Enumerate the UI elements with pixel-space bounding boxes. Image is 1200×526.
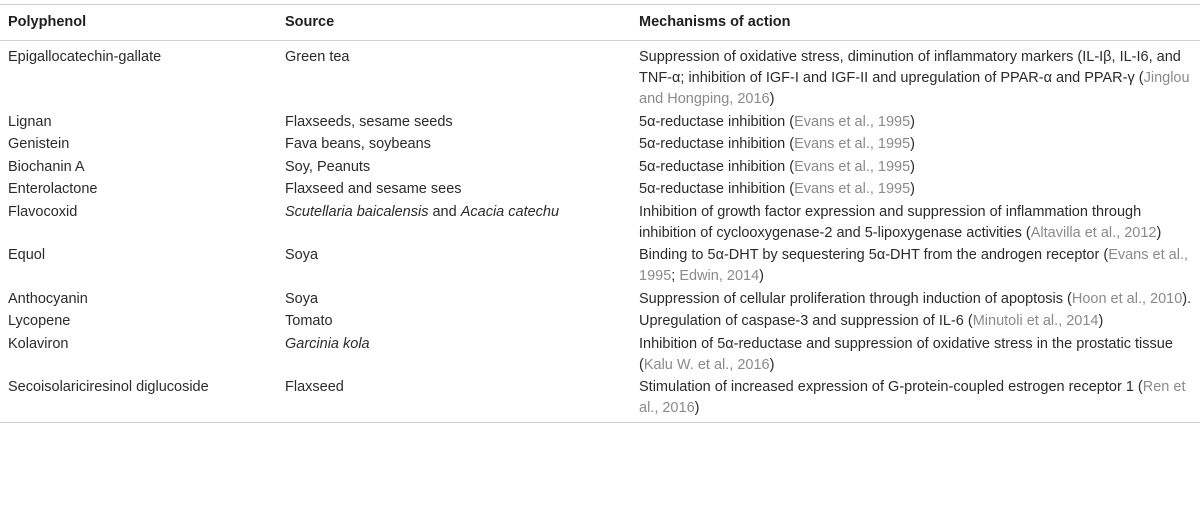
source-text: Green tea	[285, 49, 350, 65]
mechanism-cell	[631, 377, 1200, 423]
mechanism-text: 5α-reductase inhibition (	[639, 136, 795, 152]
mechanism-text: Upregulation of caspase-3 and suppression of IL-6 (	[639, 313, 973, 329]
citation-link[interactable]: Evans et al., 1995	[794, 136, 911, 152]
table-row	[0, 334, 1200, 378]
mechanism-cell	[631, 289, 1200, 312]
citation-link[interactable]: Ren et al., 2016	[639, 379, 1186, 416]
mechanism-cell	[631, 245, 1200, 289]
mechanism-text: Stimulation of increased expression of G-protein-coupled estrogen receptor 1 (	[639, 379, 1143, 395]
table-row	[0, 112, 1200, 135]
mechanism-text: Suppression of cellular proliferation through induction of apoptosis (	[639, 290, 1072, 307]
source-cell	[277, 311, 631, 334]
source-text: Flaxseeds, sesame seeds	[285, 113, 453, 130]
polyphenol-cell: Lignan	[8, 113, 52, 130]
source-cell	[277, 134, 631, 157]
mechanism-text: 5α-reductase inhibition (	[639, 181, 795, 197]
mechanism-cell	[631, 334, 1200, 378]
citation-link[interactable]: Evans et al., 1995	[794, 158, 911, 175]
mechanism-text: )	[1098, 313, 1104, 329]
mechanism-text: )	[910, 113, 915, 130]
table-row	[0, 179, 1200, 202]
citation-link[interactable]: Minutoli et al., 2014	[972, 313, 1099, 329]
table-header	[0, 5, 1200, 41]
source-text: Fava beans, soybeans	[285, 136, 431, 152]
citation-link[interactable]: Edwin, 2014	[679, 268, 760, 284]
table-row	[0, 289, 1200, 312]
mechanism-text: 5α-reductase inhibition (	[639, 113, 795, 130]
mechanism-cell	[631, 41, 1200, 112]
polyphenol-cell: Kolaviron	[8, 335, 69, 352]
source-text: Flaxseed	[285, 379, 344, 395]
mechanism-text: ;	[671, 268, 680, 284]
mechanism-cell	[631, 112, 1200, 135]
table-row	[0, 134, 1200, 157]
citation-link[interactable]: Evans et al., 1995	[794, 113, 911, 130]
table-body	[0, 41, 1200, 423]
polyphenol-cell: Genistein	[8, 136, 70, 152]
source-text: and	[428, 203, 461, 220]
citation-link[interactable]: Jinglou and Hongping, 2016	[639, 70, 1190, 107]
mechanism-text: )	[769, 356, 775, 373]
source-cell	[277, 179, 631, 202]
source-species-name: Acacia catechu	[460, 203, 560, 220]
polyphenol-cell: Epigallocatechin-gallate	[8, 49, 162, 65]
mechanism-text: )	[759, 268, 764, 284]
source-cell	[277, 245, 631, 289]
polyphenol-cell: Equol	[8, 247, 46, 263]
polyphenol-cell: Secoisolariciresinol diglucoside	[8, 379, 209, 395]
citation-link[interactable]: Evans et al., 1995	[794, 181, 911, 197]
mechanism-text: )	[769, 91, 775, 107]
polyphenol-table	[0, 4, 1200, 423]
mechanism-cell	[631, 179, 1200, 202]
mechanism-text: Inhibition of growth factor expression and suppression of inflammation through inhibition of cyclooxygenase-2 and 5-lipoxygenase activities (	[639, 203, 1142, 241]
mechanism-text: )	[910, 136, 915, 152]
source-text: Flaxseed and sesame sees	[285, 181, 462, 197]
header-source: Source	[285, 14, 335, 30]
polyphenol-cell: Enterolactone	[8, 181, 98, 197]
citation-link[interactable]: Kalu W. et al., 2016	[643, 356, 770, 373]
source-cell	[277, 289, 631, 312]
header-row	[0, 5, 1200, 41]
mechanism-cell	[631, 157, 1200, 180]
mechanism-text: )	[910, 181, 915, 197]
polyphenol-cell: Flavocoxid	[8, 203, 78, 220]
mechanism-text: )	[1156, 224, 1162, 241]
mechanism-text: )	[694, 400, 700, 416]
table-row	[0, 202, 1200, 246]
polyphenol-cell: Biochanin A	[8, 158, 85, 175]
polyphenol-cell: Anthocyanin	[8, 290, 88, 307]
mechanism-text: ).	[1182, 290, 1192, 307]
table-row	[0, 245, 1200, 289]
source-species-name: Garcinia kola	[285, 335, 370, 352]
table-row	[0, 41, 1200, 112]
source-cell	[277, 377, 631, 423]
source-cell	[277, 202, 631, 246]
mechanism-cell	[631, 311, 1200, 334]
citation-link[interactable]: Altavilla et al., 2012	[1030, 224, 1157, 241]
mechanism-text: Inhibition of 5α-reductase and suppression of oxidative stress in the prostatic tissue (	[639, 335, 1173, 373]
mechanism-text: Suppression of oxidative stress, diminution of inflammatory markers (IL-Iβ, IL-I6, and TNF-α; inhibition of IGF-I and IGF-II and upregulation of PPAR-α and PPAR-γ (	[639, 49, 1181, 86]
source-cell	[277, 112, 631, 135]
citation-link[interactable]: Evans et al., 1995	[639, 247, 1188, 284]
header-polyphenol: Polyphenol	[8, 14, 87, 30]
table-row	[0, 377, 1200, 423]
source-cell	[277, 334, 631, 378]
mechanism-text: Binding to 5α-DHT by sequestering 5α-DHT from the androgen receptor (	[639, 247, 1109, 263]
source-text: Tomato	[285, 313, 333, 329]
table-row	[0, 311, 1200, 334]
source-cell	[277, 41, 631, 112]
source-cell	[277, 157, 631, 180]
source-text: Soy, Peanuts	[285, 158, 371, 175]
mechanism-text: 5α-reductase inhibition (	[639, 158, 795, 175]
polyphenol-cell: Lycopene	[8, 313, 71, 329]
header-mechanisms: Mechanisms of action	[639, 14, 791, 30]
mechanism-cell	[631, 202, 1200, 246]
mechanism-cell	[631, 134, 1200, 157]
citation-link[interactable]: Hoon et al., 2010	[1071, 290, 1183, 307]
source-text: Soya	[285, 290, 319, 307]
source-text: Soya	[285, 247, 319, 263]
table-row	[0, 157, 1200, 180]
mechanism-text: )	[910, 158, 915, 175]
source-species-name: Scutellaria baicalensis	[285, 203, 429, 220]
